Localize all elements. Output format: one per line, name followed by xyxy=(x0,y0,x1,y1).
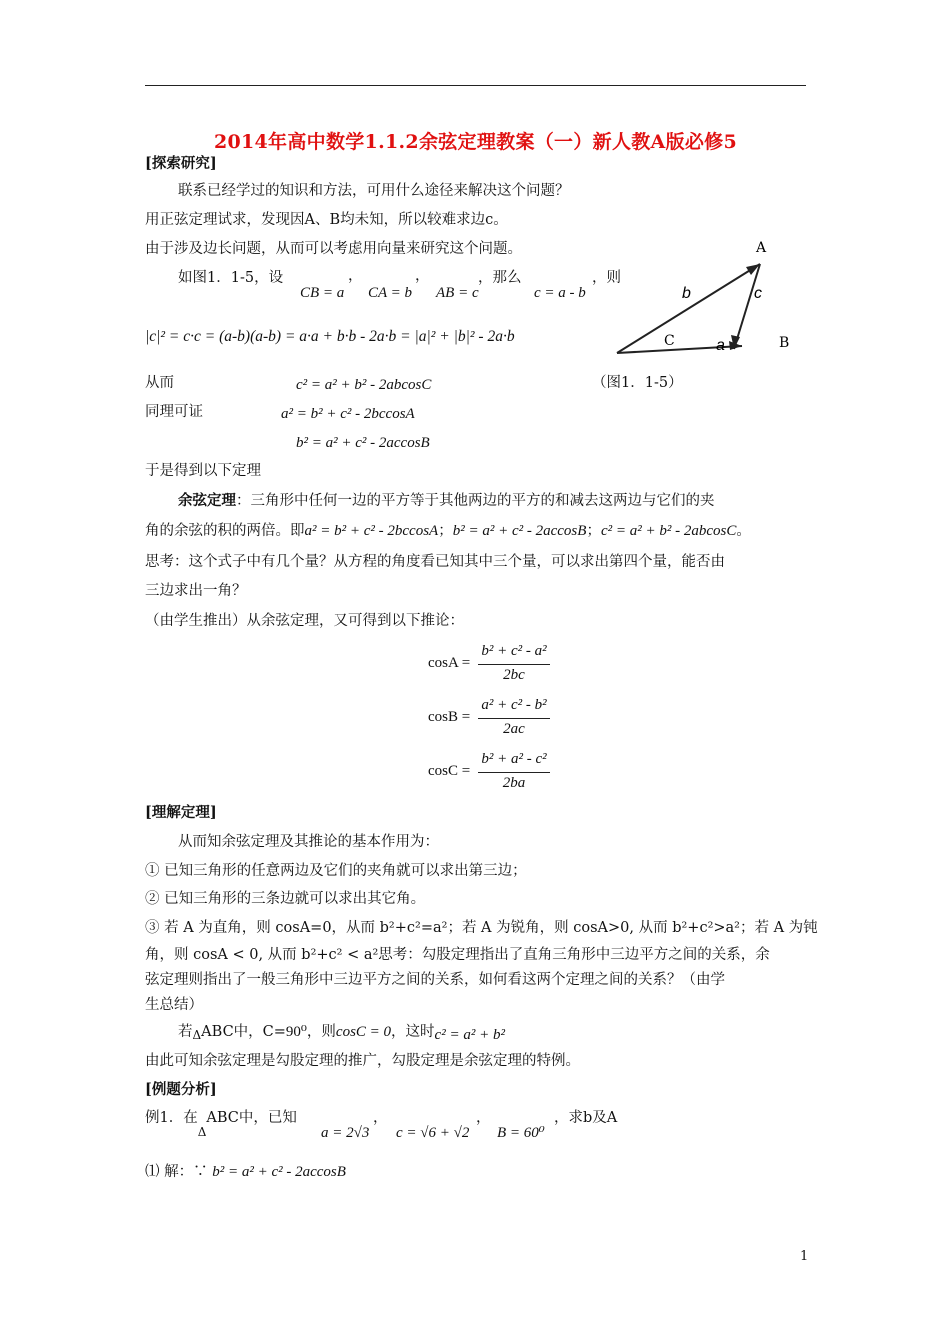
side-label-c: c xyxy=(754,285,762,302)
fraction-bar xyxy=(478,664,550,665)
label-similarly: 同理可证 xyxy=(145,404,203,420)
vector-def-c: c = a - b xyxy=(534,285,586,301)
fraction-numerator: b² + a² - c² xyxy=(481,751,547,767)
comma: ， xyxy=(415,268,430,284)
paragraph: 弦定理则指出了一般三角形中三边平方之间的关系，如何看这两个定理之间的关系？（由学 xyxy=(145,972,725,988)
theorem-line-2 xyxy=(145,521,751,541)
paragraph: 于是得到以下定理 xyxy=(145,463,261,479)
fraction-denominator: 2bc xyxy=(503,667,525,683)
example-1 xyxy=(145,1108,297,1139)
vector-def-ab: AB = c xyxy=(436,285,479,301)
theorem-label: 余弦定理 xyxy=(178,492,236,509)
paragraph: ，那么 xyxy=(478,270,522,286)
theorem-eq-b: b² = a² + c² - 2accosB xyxy=(452,523,587,539)
theorem-eq-c: c² = a² + b² - 2abcosC xyxy=(600,523,737,539)
figure-caption: （图1．1-5） xyxy=(592,375,683,391)
fraction-lhs: cosA = xyxy=(428,655,471,671)
comma: ， xyxy=(476,1110,491,1126)
theorem-line-1 xyxy=(178,491,715,511)
text: ，这时 xyxy=(391,1024,435,1040)
remark-line xyxy=(178,1022,505,1045)
triangle-figure xyxy=(600,236,810,396)
list-item: ② 已知三角形的三条边就可以求出其它角。 xyxy=(145,891,426,907)
vector-derivation: |c|² = c·c = (a-b)(a-b) = a·a + b·b - 2a·b = |a|² + |b|² - 2a·b xyxy=(145,328,515,345)
solution-line xyxy=(145,1162,346,1182)
text: ABC中，C= xyxy=(201,1024,286,1040)
page-number: 1 xyxy=(800,1249,809,1264)
equation-b: b² = a² + c² - 2accosB xyxy=(296,435,430,451)
paragraph: 如图1．1-5，设 xyxy=(178,270,284,286)
example-value-c: c = √6 + √2 xyxy=(396,1125,470,1141)
equation-a: a² = b² + c² - 2bccosA xyxy=(281,406,415,422)
fraction-lhs: cosB = xyxy=(428,709,471,725)
fraction-denominator: 2ac xyxy=(503,721,525,737)
list-item: ③ 若 A 为直角，则 cosA=0，从而 b²+c²=a²；若 A 为锐角，则 cosA>0, 从而 b²+c²>a²；若 A 为钝 xyxy=(145,920,818,936)
section-heading-understand: [理解定理] xyxy=(145,804,217,821)
section-heading-examples: [例题分析] xyxy=(145,1081,217,1098)
vertex-label-B: B xyxy=(779,335,790,351)
page-title: 2014年高中数学1.1.2余弦定理教案（一）新人教A版必修5 xyxy=(213,131,738,153)
equation: b² = a² + c² - 2accosB xyxy=(212,1164,346,1180)
side-label-b: b xyxy=(682,285,691,302)
solution-label: ⑴ 解：∵ xyxy=(145,1164,208,1180)
list-item: ① 已知三角形的任意两边及它们的夹角就可以求出第三边； xyxy=(145,863,527,879)
equation: cosC = 0 xyxy=(335,1024,392,1040)
label-conclusion: 从而 xyxy=(145,375,174,391)
paragraph: ，则 xyxy=(592,270,621,286)
paragraph: 用正弦定理试求，发现因A、B均未知，所以较难求边c。 xyxy=(145,212,508,228)
comma: ， xyxy=(348,268,363,284)
vertex-label-A: A xyxy=(756,240,767,256)
equation: c² = a² + b² xyxy=(434,1027,505,1043)
text: ，则 xyxy=(306,1024,336,1040)
theorem-text: ：三角形中任何一边的平方等于其他两边的平方的和减去这两边与它们的夹 xyxy=(236,493,715,509)
example-value-B: B = 60⁰ xyxy=(497,1125,545,1141)
side-label-a: a xyxy=(716,337,725,354)
section-heading-explore: [探索研究] xyxy=(145,155,217,172)
text: ABC中，已知 xyxy=(206,1110,297,1126)
paragraph: 由此可知余弦定理是勾股定理的推广，勾股定理是余弦定理的特例。 xyxy=(145,1053,580,1069)
paragraph: 联系已经学过的知识和方法，可用什么途径来解决这个问题？ xyxy=(178,183,570,199)
vertex-label-C: C xyxy=(664,333,675,349)
comma: ， xyxy=(373,1110,388,1126)
triangle-symbol: Δ xyxy=(192,1028,202,1042)
fraction-numerator: b² + c² - a² xyxy=(481,643,547,659)
paragraph: 角，则 cosA < 0, 从而 b²+c² < a²思考：勾股定理指出了直角三角形中三边平方之间的关系，余 xyxy=(145,947,770,963)
fraction-numerator: a² + c² - b² xyxy=(481,697,547,713)
paragraph: 生总结） xyxy=(145,997,203,1013)
separator: ； xyxy=(438,523,453,539)
theorem-eq-a: a² = b² + c² - 2bccosA xyxy=(304,523,439,539)
equation-c: c² = a² + b² - 2abcosC xyxy=(296,377,432,393)
separator: ； xyxy=(586,523,601,539)
fraction-bar xyxy=(478,718,550,719)
fraction-denominator: 2ba xyxy=(502,775,526,791)
vector-def-cb: CB = a xyxy=(300,285,345,301)
paragraph: 三边求出一角？ xyxy=(145,583,247,599)
paragraph: （由学生推出）从余弦定理，又可得到以下推论： xyxy=(145,613,464,629)
theorem-text: 角的余弦的积的两倍。即 xyxy=(145,523,305,539)
text: ，求b及A xyxy=(554,1110,618,1126)
triangle-symbol: Δ xyxy=(197,1125,207,1139)
fraction-lhs: cosC = xyxy=(428,763,471,779)
paragraph: 从而知余弦定理及其推论的基本作用为： xyxy=(178,834,439,850)
text: 若 xyxy=(178,1024,193,1040)
paragraph: 由于涉及边长问题，从而可以考虑用向量来研究这个问题。 xyxy=(145,241,522,257)
header-rule xyxy=(145,85,806,86)
text: 例1．在 xyxy=(145,1110,198,1126)
period: 。 xyxy=(736,523,751,539)
vector-def-ca: CA = b xyxy=(368,285,413,301)
angle-value: 90⁰ xyxy=(285,1024,307,1040)
paragraph: 思考：这个式子中有几个量？从方程的角度看已知其中三个量，可以求出第四个量，能否由 xyxy=(145,554,725,570)
example-value-a: a = 2√3 xyxy=(321,1125,370,1141)
fraction-bar xyxy=(478,772,550,773)
